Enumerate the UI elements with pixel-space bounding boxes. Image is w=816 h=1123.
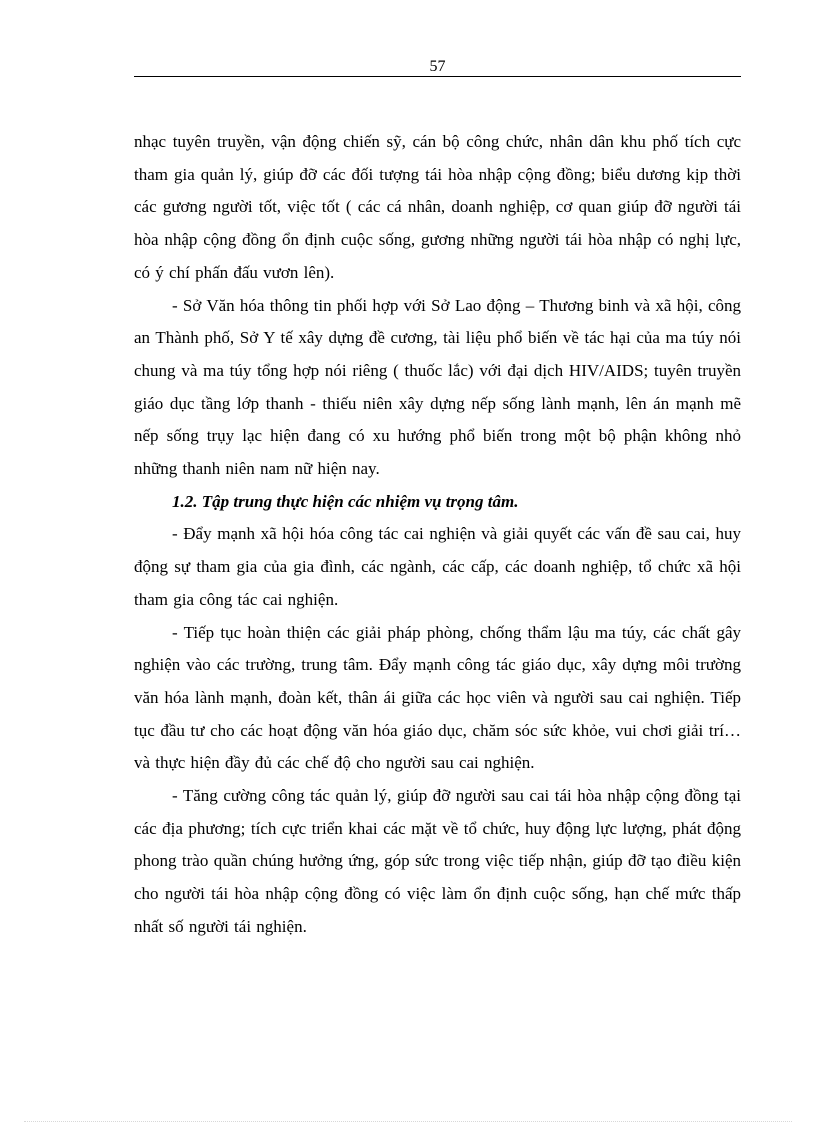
page-bottom-border [24, 1121, 792, 1122]
paragraph-continuation: nhạc tuyên truyền, vận động chiến sỹ, cán bộ công chức, nhân dân khu phố tích cực tham gia quản lý, giúp đỡ các đối tượng tái hòa nhập cộng đồng; biểu dương kịp thời các gương người tốt, việc tốt ( các cá nhân, doanh nghiệp, cơ quan giúp đỡ người tái hòa nhập cộng đồng ổn định cuộc sống, gương những người tái hòa nhập có nghị lực, có ý chí phấn đấu vươn lên). [134, 132, 741, 282]
page-number: 57 [429, 58, 446, 75]
page-header [134, 58, 741, 77]
paragraph-culture-dept: - Sở Văn hóa thông tin phối hợp với Sở Lao động – Thương binh và xã hội, công an Thành phố, Sở Y tế xây dựng đề cương, tài liệu phổ biến về tác hại của ma túy nói chung và ma túy tổng hợp nói riêng ( thuốc lắc) với đại dịch HIV/AIDS; tuyên truyền giáo dục tầng lớp thanh - thiếu niên xây dựng nếp sống lành mạnh, lên án mạnh mẽ nếp sống trụy lạc hiện đang có xu hướng phổ biến trong một bộ phận không nhỏ những thanh niên nam nữ hiện nay. [134, 295, 741, 479]
document-body [134, 126, 741, 944]
paragraph-socialization: - Đẩy mạnh xã hội hóa công tác cai nghiện và giải quyết các vấn đề sau cai, huy động sự tham gia của gia đình, các ngành, các cấp, các doanh nghiệp, tổ chức xã hội tham gia công tác cai nghiện. [134, 524, 741, 609]
section-heading: 1.2. Tập trung thực hiện các nhiệm vụ trọng tâm. [172, 491, 519, 511]
paragraph-management: - Tăng cường công tác quản lý, giúp đỡ người sau cai tái hòa nhập cộng đồng tại các địa phương; tích cực triển khai các mặt về tổ chức, huy động lực lượng, phát động phong trào quần chúng hưởng ứng, góp sức trong việc tiếp nhận, giúp đỡ tạo điều kiện cho người tái hòa nhập cộng đồng có việc làm ổn định cuộc sống, hạn chế mức thấp nhất số người tái nghiện. [134, 786, 741, 936]
paragraph-prevention: - Tiếp tục hoàn thiện các giải pháp phòng, chống thẩm lậu ma túy, các chất gây nghiện vào các trường, trung tâm. Đẩy mạnh công tác giáo dục, xây dựng môi trường văn hóa lành mạnh, đoàn kết, thân ái giữa các học viên và người sau cai nghiện. Tiếp tục đầu tư cho các hoạt động văn hóa giáo dục, chăm sóc sức khỏe, vui chơi giải trí… và thực hiện đầy đủ các chế độ cho người sau cai nghiện. [134, 622, 741, 773]
